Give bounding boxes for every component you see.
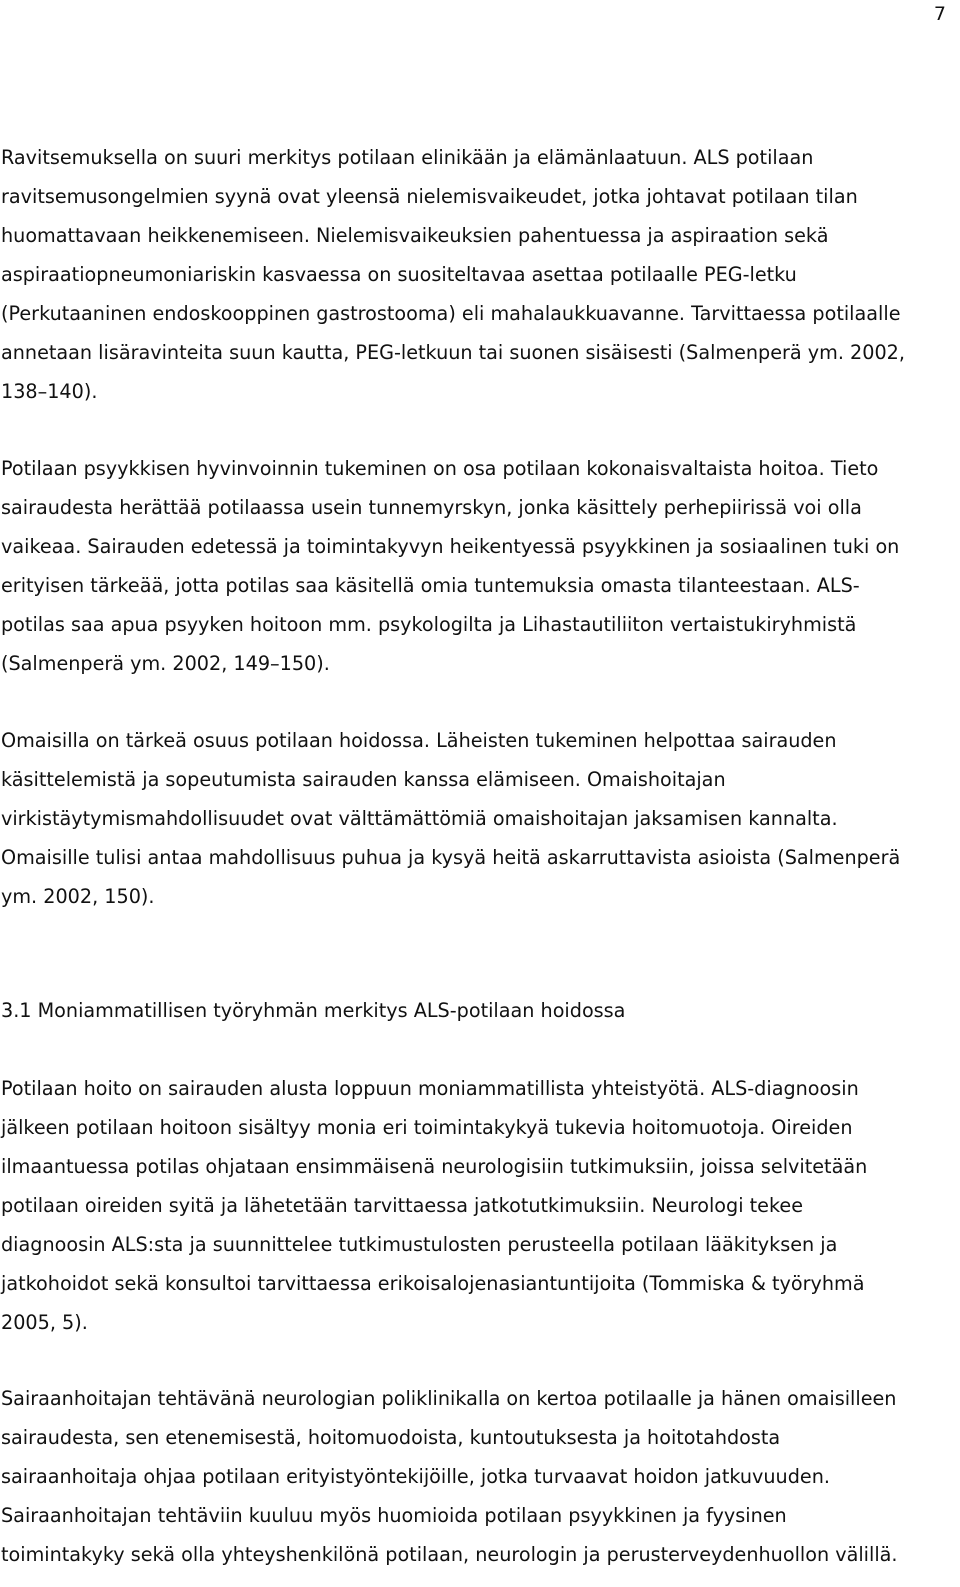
text-line: (Perkutaaninen endoskooppinen gastrostooma) eli mahalaukkuavanne. Tarvittaessa potilaalle bbox=[1, 302, 901, 325]
text-line: 2005, 5). bbox=[1, 1311, 88, 1334]
text-line: annetaan lisäravinteita suun kautta, PEG-letkuun tai suonen sisäisesti (Salmenperä ym. 2002, bbox=[1, 341, 905, 364]
text-line: potilas saa apua psyyken hoitoon mm. psykologilta ja Lihastautiliiton vertaistukiryhmistä bbox=[1, 613, 857, 636]
text-line: jatkohoidot sekä konsultoi tarvittaessa erikoisalojenasiantuntijoita (Tommiska & työryhmä bbox=[1, 1272, 865, 1295]
text-line: aspiraatiopneumoniariskin kasvaessa on suositeltavaa asettaa potilaalle PEG-letku bbox=[1, 263, 797, 286]
text-line: sairaanhoitaja ohjaa potilaan erityistyöntekijöille, jotka turvaavat hoidon jatkuvuuden. bbox=[1, 1465, 830, 1488]
text-line: Sairaanhoitajan tehtävänä neurologian poliklinikalla on kertoa potilaalle ja hänen omaisilleen bbox=[1, 1387, 897, 1410]
text-line: Omaisilla on tärkeä osuus potilaan hoidossa. Läheisten tukeminen helpottaa sairauden bbox=[1, 729, 837, 752]
text-line: diagnoosin ALS:sta ja suunnittelee tutkimustulosten perusteella potilaan lääkityksen ja bbox=[1, 1233, 838, 1256]
text-line: jälkeen potilaan hoitoon sisältyy monia eri toimintakykyä tukevia hoitomuotoja. Oireiden bbox=[1, 1116, 853, 1139]
text-line: huomattavaan heikkenemiseen. Nielemisvaikeuksien pahentuessa ja aspiraation sekä bbox=[1, 224, 829, 247]
text-line: (Salmenperä ym. 2002, 149–150). bbox=[1, 652, 330, 675]
text-line: sairaudesta herättää potilaassa usein tunnemyrskyn, jonka käsittely perhepiirissä voi olla bbox=[1, 496, 862, 519]
text-line: ilmaantuessa potilas ohjataan ensimmäisenä neurologisiin tutkimuksiin, joissa selvitetään bbox=[1, 1155, 868, 1178]
text-line: potilaan oireiden syitä ja lähetetään tarvittaessa jatkotutkimuksiin. Neurologi tekee bbox=[1, 1194, 804, 1217]
text-line: toimintakyky sekä olla yhteyshenkilönä potilaan, neurologin ja perusterveydenhuollon välillä. bbox=[1, 1543, 898, 1566]
text-line: Potilaan hoito on sairauden alusta loppuun moniammatillista yhteistyötä. ALS-diagnoosin bbox=[1, 1077, 859, 1100]
text-line: käsittelemistä ja sopeutumista sairauden kanssa elämiseen. Omaishoitajan bbox=[1, 768, 726, 791]
page-number: 7 bbox=[933, 3, 946, 25]
text-line: vaikeaa. Sairauden edetessä ja toimintakyvyn heikentyessä psyykkinen ja sosiaalinen tuki on bbox=[1, 535, 900, 558]
text-line: Ravitsemuksella on suuri merkitys potilaan elinikään ja elämänlaatuun. ALS potilaan bbox=[1, 146, 814, 169]
text-line: ravitsemusongelmien syynä ovat yleensä nielemisvaikeudet, jotka johtavat potilaan tilan bbox=[1, 185, 858, 208]
section-heading: 3.1 Moniammatillisen työryhmän merkitys ALS-potilaan hoidossa bbox=[1, 999, 626, 1022]
text-line: virkistäytymismahdollisuudet ovat välttämättömiä omaishoitajan jaksamisen kannalta. bbox=[1, 807, 838, 830]
text-line: sairaudesta, sen etenemisestä, hoitomuodoista, kuntoutuksesta ja hoitotahdosta bbox=[1, 1426, 781, 1449]
text-line: Sairaanhoitajan tehtäviin kuuluu myös huomioida potilaan psyykkinen ja fyysinen bbox=[1, 1504, 787, 1527]
text-line: 138–140). bbox=[1, 380, 98, 403]
text-line: erityisen tärkeää, jotta potilas saa käsitellä omia tuntemuksia omasta tilanteestaan. ALS- bbox=[1, 574, 860, 597]
text-line: Potilaan psyykkisen hyvinvoinnin tukeminen on osa potilaan kokonaisvaltaista hoitoa. Tieto bbox=[1, 457, 879, 480]
text-line: ym. 2002, 150). bbox=[1, 885, 155, 908]
text-line: Omaisille tulisi antaa mahdollisuus puhua ja kysyä heitä askarruttavista asioista (Salmenperä bbox=[1, 846, 901, 869]
